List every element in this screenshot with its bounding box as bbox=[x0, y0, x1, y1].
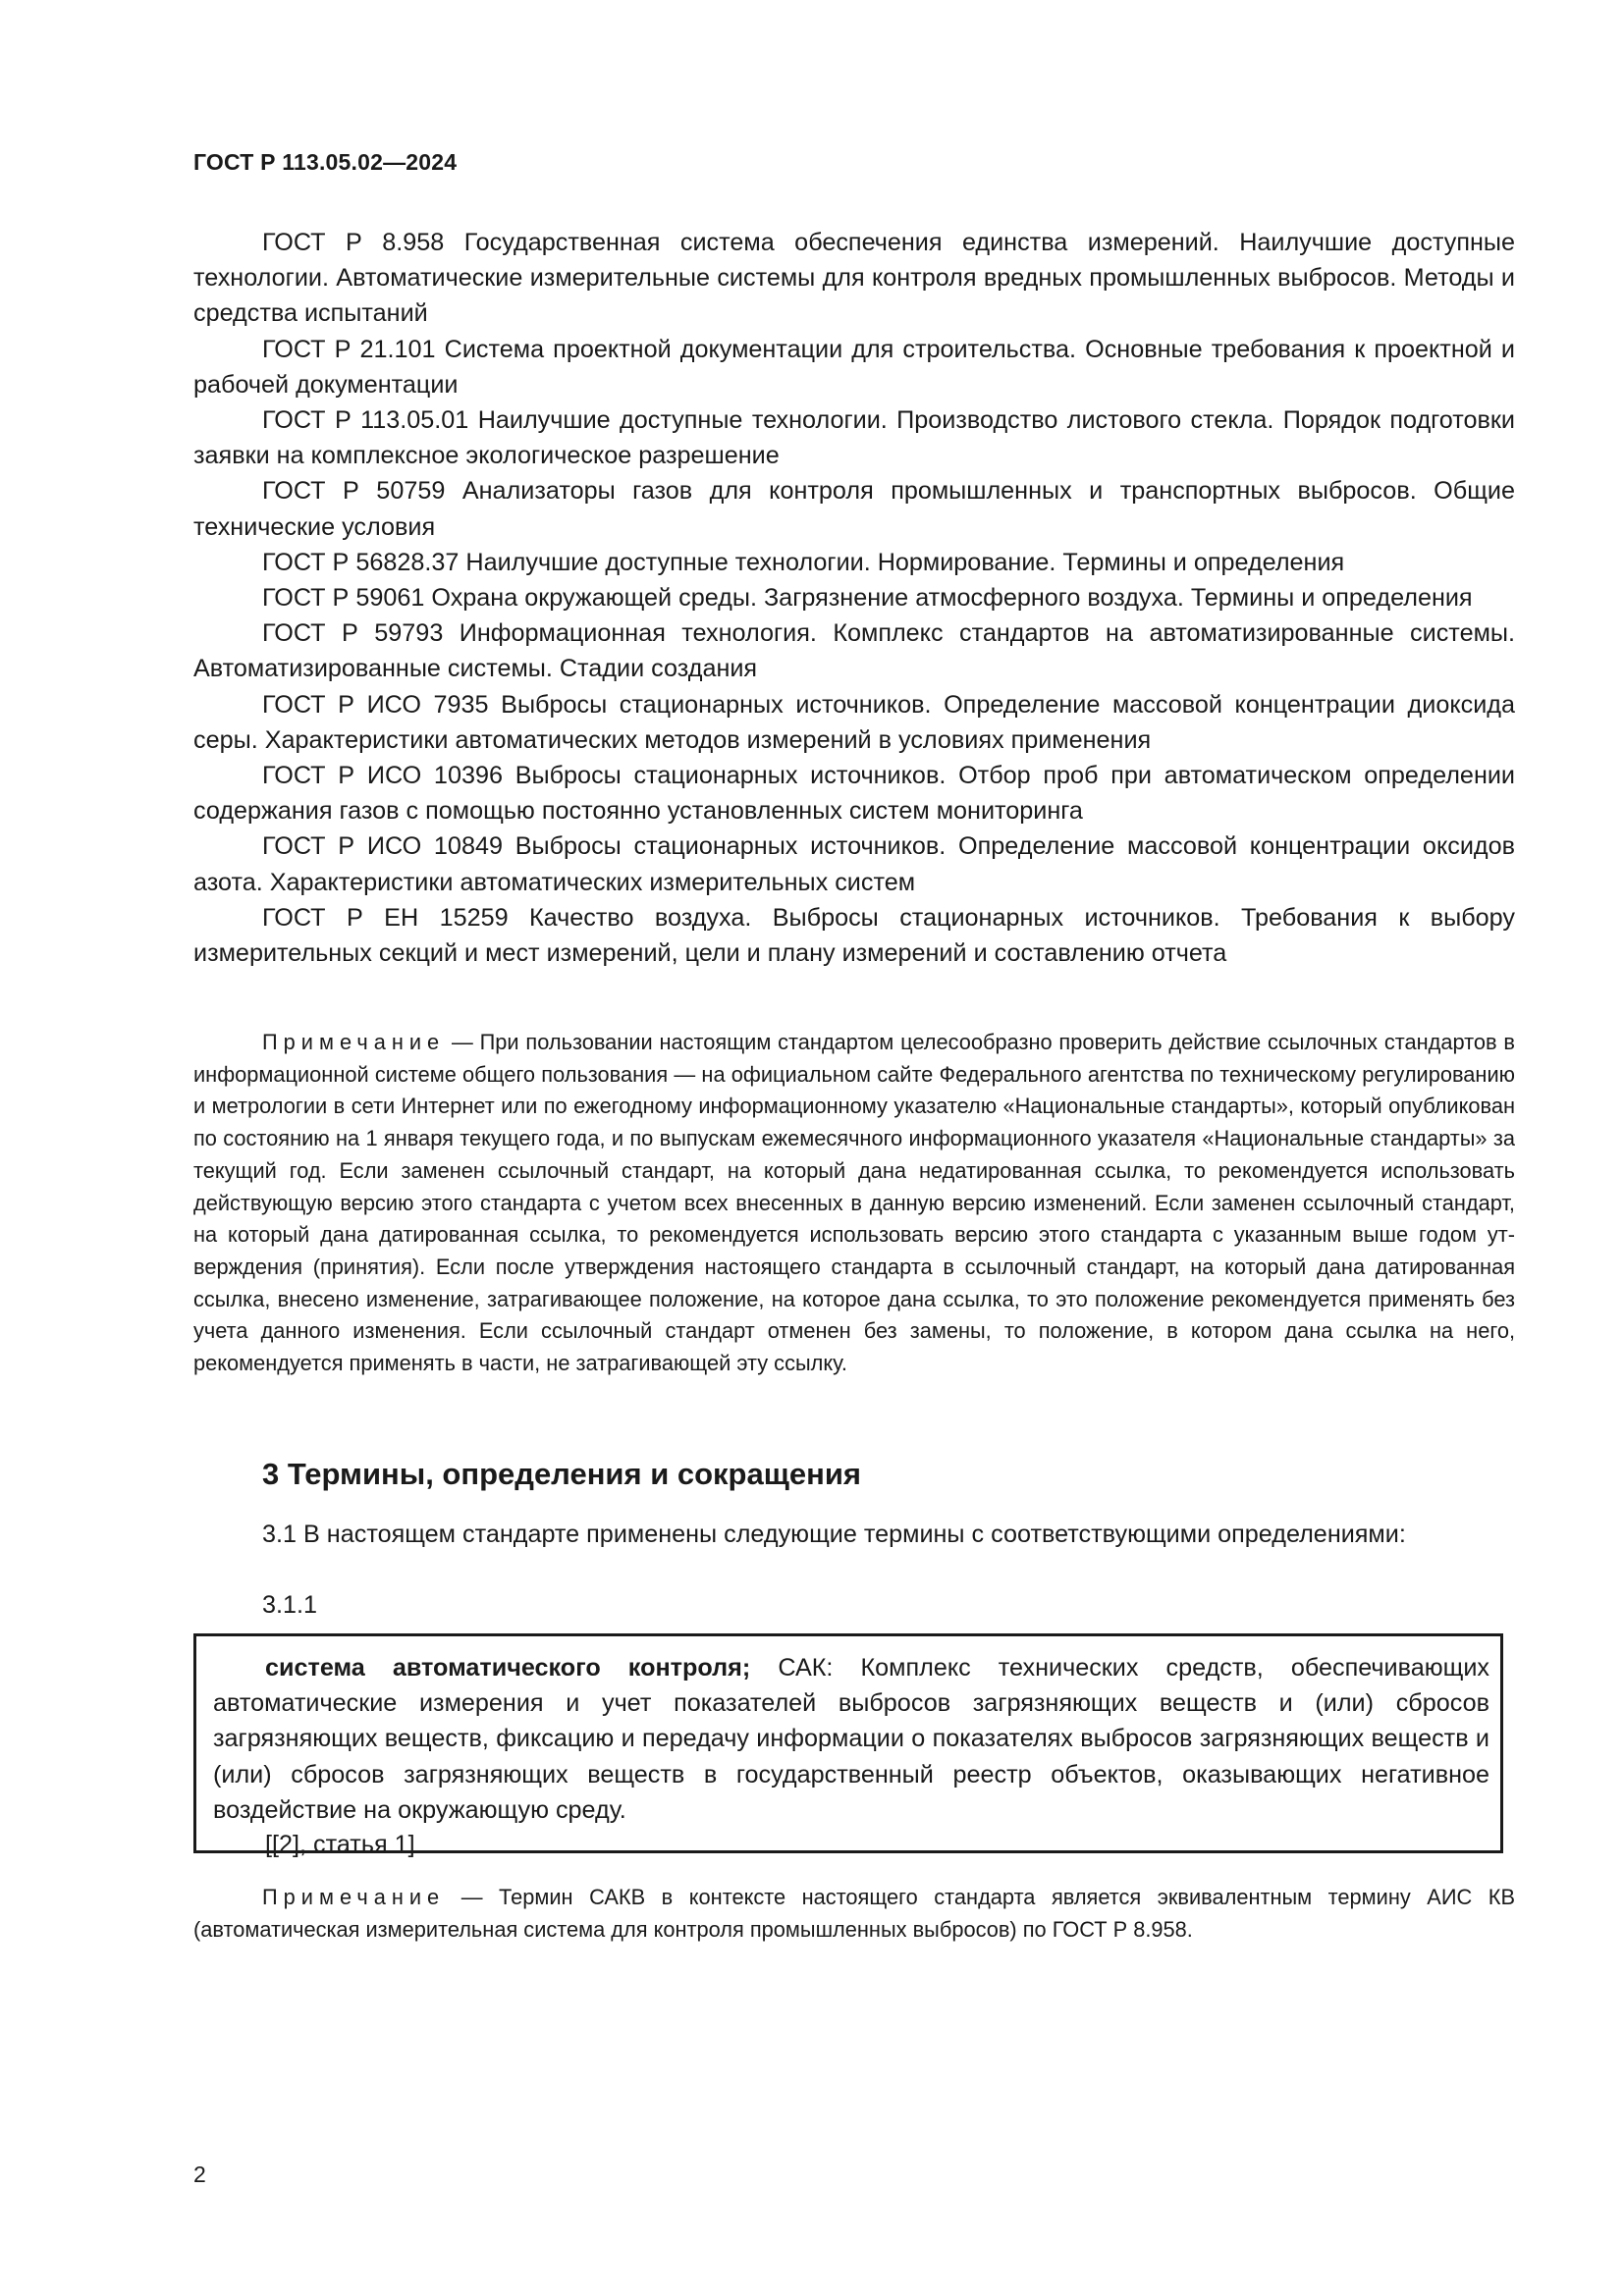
reference-item: ГОСТ Р ЕН 15259 Качество воздуха. Выбросы стационарных источников. Требования к выбору измерительных секций и мест измерений, цели и плану измерений и составлению отчета bbox=[193, 903, 1515, 968]
reference-item: ГОСТ Р 59793 Информационная технология. Комплекс стандартов на автоматизированные системы. Автоматизированные системы. Стадии создания bbox=[193, 619, 1515, 683]
note-label: Примечание bbox=[262, 1885, 446, 1909]
term-name: система автоматического контроля; bbox=[265, 1654, 751, 1682]
reference-item: ГОСТ Р 56828.37 Наилучшие доступные технологии. Нормирование. Термины и определения bbox=[262, 548, 1345, 576]
clause-3-1-1-number: 3.1.1 bbox=[262, 1591, 318, 1619]
note-label: Примечание bbox=[262, 1030, 446, 1054]
reference-item: ГОСТ Р 50759 Анализаторы газов для контроля промышленных и транспортных выбросов. Общие технические условия bbox=[193, 477, 1515, 541]
reference-item: ГОСТ Р 8.958 Государственная система обеспечения единства измерений. Наилучшие доступные технологии. Автоматические измерительные системы для контроля вредных промышленных выбросов. Методы и средства испытаний bbox=[193, 229, 1515, 328]
reference-item: ГОСТ Р 21.101 Система проектной документации для строительства. Основные требования к проектной и рабочей документации bbox=[193, 335, 1515, 399]
section-heading: 3 Термины, определения и сокращения bbox=[262, 1457, 861, 1491]
references-note bbox=[193, 1027, 1515, 1380]
clause-3-1: 3.1 В настоящем стандарте применены следующие термины с соответствующими определениями: bbox=[262, 1521, 1406, 1548]
term-source: [[2], статья 1] bbox=[265, 1831, 415, 1858]
document-code-header: ГОСТ Р 113.05.02—2024 bbox=[193, 149, 458, 175]
term-definition-box bbox=[193, 1633, 1503, 1858]
term-definition-text: САК: Комплекс технических средств, обеспечивающих автоматические измерения и учет показателей выбросов загрязняющих веществ и (или) сбросов загрязняющих веществ, фиксацию и передачу информации о показателях выбросов загрязняющих веществ и (или) сбросов загрязняющих веществ в государственный реестр объектов, оказывающих негативное воздействие на окружающую среду. bbox=[213, 1654, 1490, 1824]
reference-item: ГОСТ Р 113.05.01 Наилучшие доступные технологии. Производство листового стекла. Порядок подготовки заявки на комплексное экологическое разрешение bbox=[193, 406, 1515, 470]
normative-references-list bbox=[193, 225, 1515, 971]
note-text: — Термин САКВ в контексте настоящего стандарта является эквивалентным термину АИС КВ (автоматическая измерительная система для контроля промышленных выбросов) по ГОСТ Р 8.958. bbox=[193, 1885, 1515, 1942]
reference-item: ГОСТ Р ИСО 7935 Выбросы стационарных источников. Определение массовой концентрации диоксида серы. Характеристики автоматических методов измерений в условиях применения bbox=[193, 690, 1515, 754]
note-text: — При пользовании настоящим стандартом целесообразно проверить действие ссылочных стандартов в информационной системе общего пользования — на официальном сайте Федерального агентства по техническому регулированию и метрологии в сети Интернет или по ежегодному информационному указателю «Национальные стандарты», который опубликован по состоянию на 1 января текущего года, и по выпускам ежемесячного информационного указателя «Национальные стандарты» за текущий год. Если заменен ссылочный стандарт, на который дана недатированная ссылка, то рекомендуется использовать действующую версию этого стандарта с учетом всех внесенных в данную версию изменений. Если заменен ссылочный стандарт, на который дана датированная ссылка, то рекомендуется использовать версию этого стандарта с указанным выше годом утверждения (принятия). Если после утверждения настоящего стандарта в ссылочный стандарт, на который дана датированная ссылка, внесено изменение, затрагивающее положение, на которое дана ссылка, то это положение рекомендуется применять без учета данного изменения. Если ссылочный стандарт отменен без замены, то положение, в котором дана ссылка на него, рекомендуется применять в части, не затрагивающей эту ссылку. bbox=[193, 1030, 1515, 1376]
reference-item: ГОСТ Р 59061 Охрана окружающей среды. Загрязнение атмосферного воздуха. Термины и определения bbox=[262, 584, 1473, 613]
term-definition bbox=[213, 1650, 1489, 1828]
term-note bbox=[193, 1882, 1515, 1946]
reference-item: ГОСТ Р ИСО 10396 Выбросы стационарных источников. Отбор проб при автоматическом определении содержания газов с помощью постоянно установленных систем мониторинга bbox=[193, 762, 1515, 826]
reference-item: ГОСТ Р ИСО 10849 Выбросы стационарных источников. Определение массовой концентрации оксидов азота. Характеристики автоматических измерительных систем bbox=[193, 832, 1515, 896]
page-number: 2 bbox=[193, 2162, 206, 2187]
